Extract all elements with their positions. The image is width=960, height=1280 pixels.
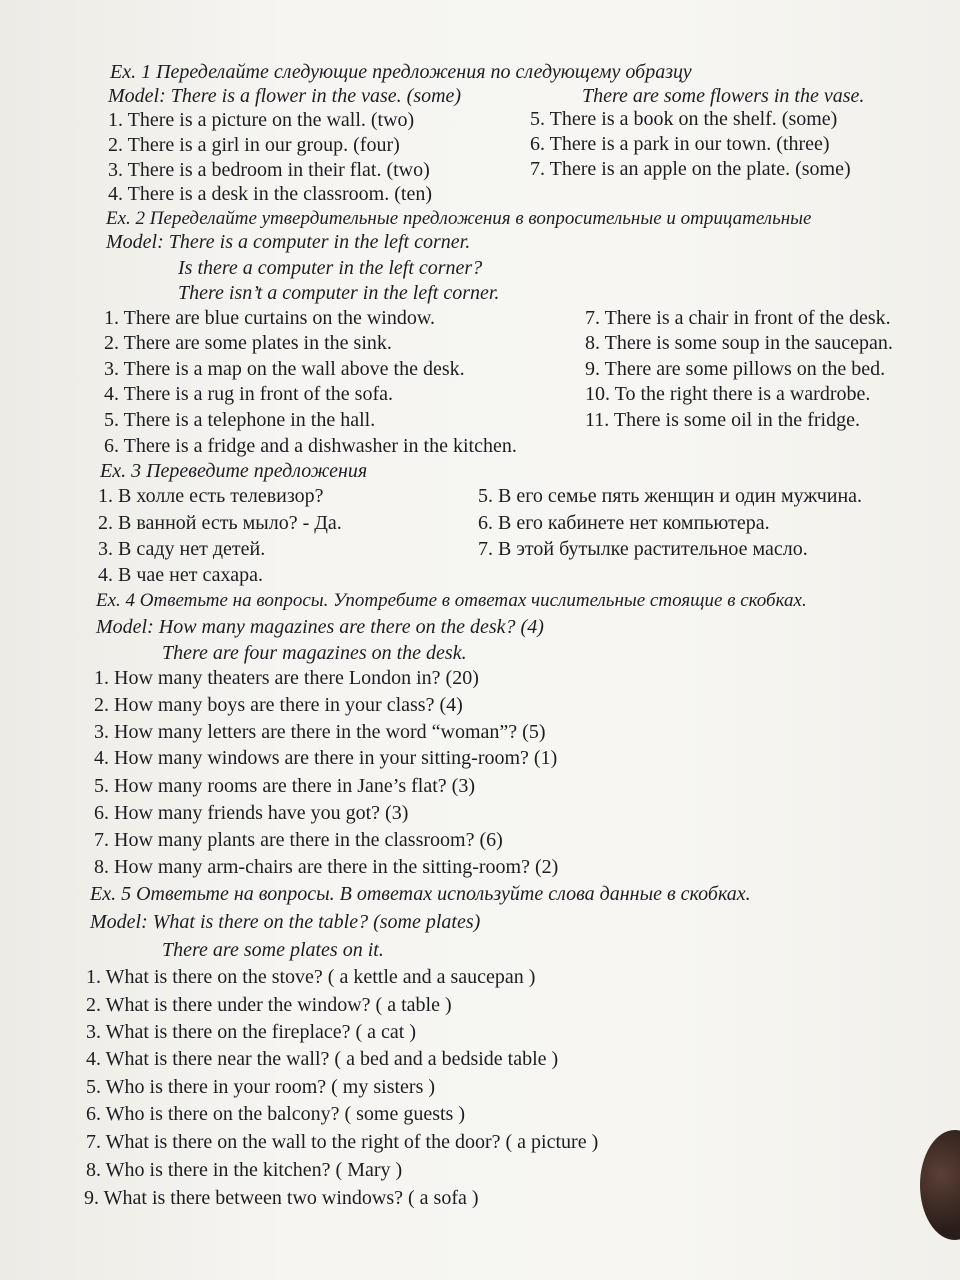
ex3-item: 2. В ванной есть мыло? - Да. bbox=[98, 512, 342, 534]
ex4-model-question: Model: How many magazines are there on the desk? (4) bbox=[96, 616, 544, 638]
ex1-model-question: Model: There is a flower in the vase. (some) bbox=[108, 85, 462, 107]
ex2-item: 11. There is some oil in the fridge. bbox=[585, 409, 860, 431]
ex5-item: 9. What is there between two windows? ( a sofa ) bbox=[84, 1187, 479, 1209]
ex3-item: 7. В этой бутылке растительное масло. bbox=[478, 538, 808, 560]
ex2-item: 7. There is a chair in front of the desk. bbox=[585, 307, 891, 329]
ex5-item: 7. What is there on the wall to the right of the door? ( a picture ) bbox=[86, 1131, 599, 1153]
ex5-item: 6. Who is there on the balcony? ( some guests ) bbox=[86, 1103, 465, 1125]
ex4-item: 7. How many plants are there in the classroom? (6) bbox=[94, 829, 503, 851]
ex5-item: 2. What is there under the window? ( a table ) bbox=[86, 994, 452, 1016]
ex1-item: 4. There is a desk in the classroom. (ten) bbox=[108, 183, 432, 205]
ex2-item: 1. There are blue curtains on the window. bbox=[104, 307, 436, 329]
ex2-item: 10. To the right there is a wardrobe. bbox=[585, 383, 871, 405]
ex1-title: Ex. 1 Переделайте следующие предложения по следующему образцу bbox=[110, 61, 692, 83]
ex5-item: 4. What is there near the wall? ( a bed and a bedside table ) bbox=[86, 1048, 559, 1070]
ex2-item: 4. There is a rug in front of the sofa. bbox=[104, 383, 393, 405]
ex4-item: 1. How many theaters are there London in? (20) bbox=[94, 667, 479, 689]
ex1-item: 1. There is a picture on the wall. (two) bbox=[108, 109, 415, 131]
ex1-model-answer: There are some flowers in the vase. bbox=[582, 85, 865, 107]
ex2-item: 9. There are some pillows on the bed. bbox=[585, 358, 886, 380]
ex4-item: 5. How many rooms are there in Jane’s flat? (3) bbox=[94, 775, 475, 797]
ex1-item: 7. There is an apple on the plate. (some) bbox=[530, 158, 851, 180]
ex4-item: 6. How many friends have you got? (3) bbox=[94, 802, 409, 824]
ex4-item: 2. How many boys are there in your class? (4) bbox=[94, 694, 463, 716]
ex2-item: 3. There is a map on the wall above the desk. bbox=[104, 358, 465, 380]
ex2-item: 8. There is some soup in the saucepan. bbox=[585, 332, 893, 354]
ex4-model-answer: There are four magazines on the desk. bbox=[162, 642, 467, 664]
ex5-title: Ex. 5 Ответьте на вопросы. В ответах используйте слова данные в скобках. bbox=[90, 883, 751, 905]
ex1-item: 2. There is a girl in our group. (four) bbox=[108, 134, 400, 156]
ex2-model-line: Model: There is a computer in the left corner. bbox=[106, 231, 471, 253]
ex3-item: 1. В холле есть телевизор? bbox=[98, 485, 324, 507]
ex3-title: Ex. 3 Переведите предложения bbox=[100, 460, 368, 482]
ex1-item: 6. There is a park in our town. (three) bbox=[530, 133, 830, 155]
ex5-model-question: Model: What is there on the table? (some plates) bbox=[90, 911, 481, 933]
ex2-title: Ex. 2 Переделайте утвердительные предложения в вопросительные и отрицательные bbox=[106, 208, 812, 229]
ex1-item: 5. There is a book on the shelf. (some) bbox=[530, 108, 838, 130]
ex5-item: 3. What is there on the fireplace? ( a cat ) bbox=[86, 1021, 417, 1043]
ex5-model-answer: There are some plates on it. bbox=[162, 939, 384, 961]
ex2-item: 6. There is a fridge and a dishwasher in the kitchen. bbox=[104, 435, 517, 457]
ex5-item: 5. Who is there in your room? ( my sisters ) bbox=[86, 1076, 436, 1098]
ex4-item: 8. How many arm-chairs are there in the sitting-room? (2) bbox=[94, 856, 559, 878]
ex2-model-line: Is there a computer in the left corner? bbox=[178, 257, 483, 279]
ex5-item: 1. What is there on the stove? ( a kettle and a saucepan ) bbox=[86, 966, 536, 988]
ex2-model-line: There isn’t a computer in the left corner. bbox=[178, 282, 500, 304]
ex3-item: 3. В саду нет детей. bbox=[98, 538, 266, 560]
ex4-title: Ex. 4 Ответьте на вопросы. Употребите в ответах числительные стоящие в скобках. bbox=[96, 590, 807, 611]
ex4-item: 3. How many letters are there in the word “woman”? (5) bbox=[94, 721, 546, 743]
ex3-item: 5. В его семье пять женщин и один мужчина. bbox=[478, 485, 863, 507]
ex2-item: 5. There is a telephone in the hall. bbox=[104, 409, 376, 431]
ex3-item: 4. В чае нет сахара. bbox=[98, 564, 263, 586]
ex2-item: 2. There are some plates in the sink. bbox=[104, 332, 392, 354]
ex5-item: 8. Who is there in the kitchen? ( Mary ) bbox=[86, 1159, 403, 1181]
ex3-item: 6. В его кабинете нет компьютера. bbox=[478, 512, 770, 534]
ex4-item: 4. How many windows are there in your sitting-room? (1) bbox=[94, 747, 558, 769]
ex1-item: 3. There is a bedroom in their flat. (two) bbox=[108, 159, 430, 181]
